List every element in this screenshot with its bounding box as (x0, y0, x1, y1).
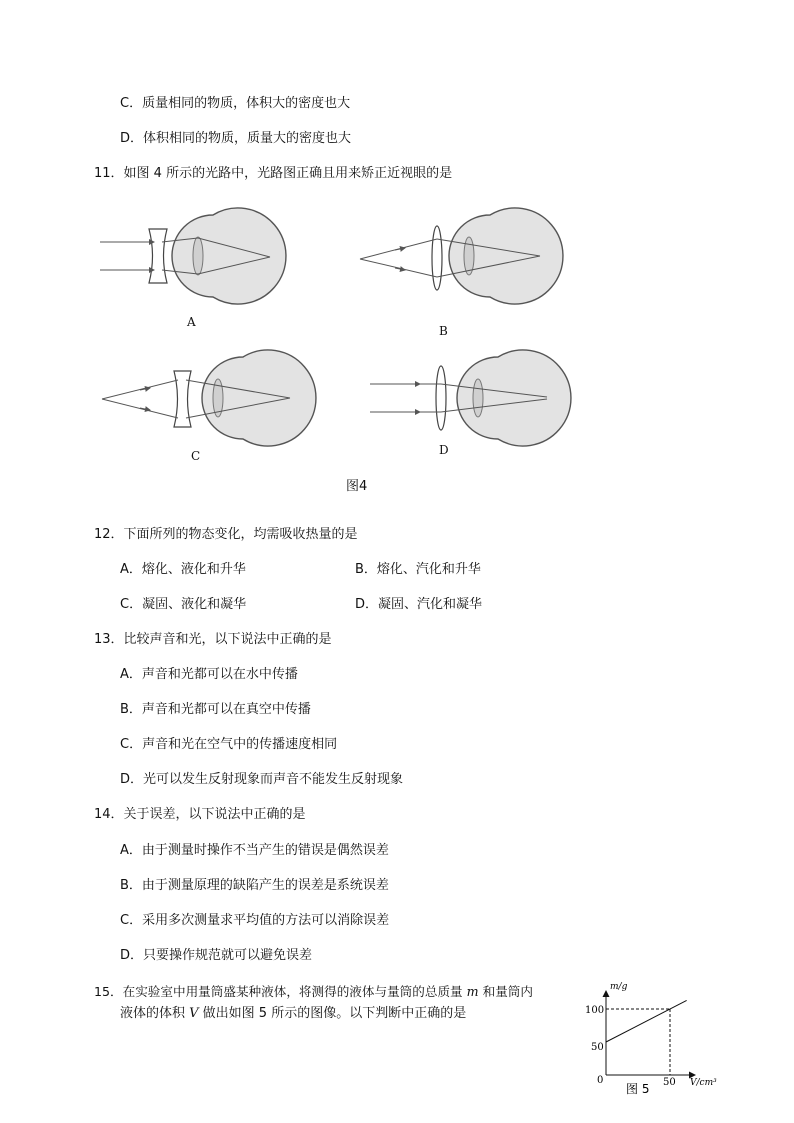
q15-stem2-text-a: 液体的体积 (120, 1006, 190, 1021)
figure-4-caption: 图4 (346, 479, 368, 494)
origin-label: 0 (597, 1075, 604, 1086)
q15-var-m: m (466, 984, 479, 999)
q13-option-b: B．声音和光都可以在真空中传播 (120, 702, 311, 717)
q13-option-d: D．光可以发生反射现象而声音不能发生反射现象 (120, 772, 404, 787)
q15-stem-text-b: 和量筒内 (478, 984, 533, 999)
q13-option-a: A．声音和光都可以在水中传播 (120, 667, 298, 682)
q12-stem: 12．下面所列的物态变化，均需吸收热量的是 (94, 527, 358, 542)
q10-option-c: C．质量相同的物质，体积大的密度也大 (120, 96, 351, 111)
data-line (606, 1000, 687, 1042)
q12-option-b: B．熔化、汽化和升华 (355, 562, 481, 577)
q14-option-d: D．只要操作规范就可以避免误差 (120, 948, 313, 963)
figure-5-caption: 图 5 (626, 1082, 650, 1096)
q15-stem2-text-b: 做出如图 5 所示的图像。以下判断中正确的是 (198, 1006, 467, 1021)
y-tick-100: 100 (585, 1005, 605, 1016)
q14-option-c: C．采用多次测量求平均值的方法可以消除误差 (120, 913, 390, 928)
q14-stem: 14．关于误差，以下说法中正确的是 (94, 807, 306, 822)
y-tick-50: 50 (591, 1042, 604, 1053)
q15-var-v: V (189, 1006, 199, 1021)
diagram-label-c: C (191, 449, 201, 463)
x-axis-label: V/cm³ (690, 1078, 717, 1088)
q12-option-a: A．熔化、液化和升华 (120, 562, 246, 577)
q14-option-b: B．由于测量原理的缺陷产生的误差是系统误差 (120, 878, 389, 893)
q15-stem-text-a: 15．在实验室中用量筒盛某种液体，将测得的液体与量筒的总质量 (94, 984, 467, 999)
q14-option-a: A．由于测量时操作不当产生的错误是偶然误差 (120, 843, 389, 858)
diagram-label-a: A (187, 315, 196, 329)
q10-option-d: D．体积相同的物质，质量大的密度也大 (120, 131, 352, 146)
q12-option-d: D．凝固、汽化和凝华 (355, 597, 483, 612)
q13-stem: 13．比较声音和光，以下说法中正确的是 (94, 632, 332, 647)
q11-stem: 11．如图 4 所示的光路中，光路图正确且用来矫正近视眼的是 (94, 166, 453, 181)
q12-option-c: C．凝固、液化和凝华 (120, 597, 247, 612)
diagram-label-d: D (439, 443, 449, 457)
x-tick-50: 50 (663, 1077, 676, 1088)
y-axis-label: m/g (610, 982, 628, 992)
diagram-label-b: B (439, 324, 448, 338)
q13-option-c: C．声音和光在空气中的传播速度相同 (120, 737, 338, 752)
